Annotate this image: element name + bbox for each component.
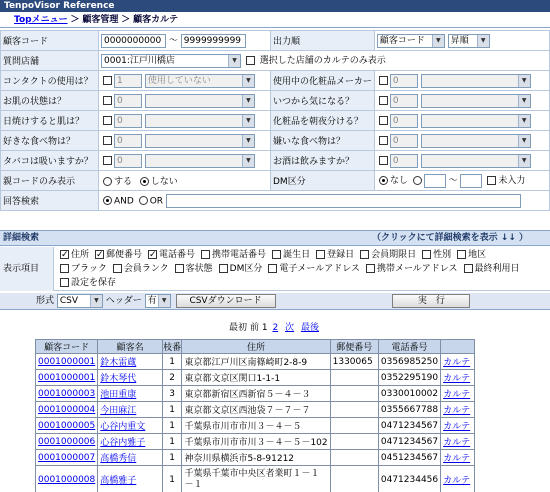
question-answer-select[interactable] (421, 94, 531, 108)
table-cell (441, 402, 475, 418)
table-cell (378, 354, 440, 370)
display-item[interactable] (217, 264, 263, 274)
display-item-checkbox[interactable] (60, 278, 69, 287)
display-item-checkbox[interactable] (316, 250, 325, 259)
table-cell (378, 370, 440, 386)
customer-name-link[interactable]: 今田麻江 (100, 406, 137, 416)
pager-page-current: 1 (261, 323, 268, 333)
table-cell (441, 386, 475, 402)
display-item-label: 電話番号 (159, 250, 196, 260)
header-select[interactable]: 有 ▼ (145, 294, 171, 308)
column-header: 顧客名 (98, 340, 163, 354)
phone-number: 0471234567 (380, 420, 439, 431)
question-answer-select[interactable] (145, 134, 255, 148)
phone-number: 0471234567 (380, 436, 439, 447)
display-items-label: 表示項目 (0, 247, 54, 291)
answer-or-label: OR (149, 196, 164, 206)
dm-unset-label: 未入力 (498, 176, 526, 187)
display-item-label: DM区分 (229, 264, 263, 274)
table-cell (330, 402, 378, 418)
csv-download-button[interactable]: CSVダウンロード (176, 294, 276, 308)
question-label: お酒は飲みますか？ (271, 151, 375, 171)
table-cell (98, 370, 163, 386)
display-item-checkbox[interactable] (201, 250, 210, 259)
address: 千葉県市川市市川３－４－５ (184, 422, 302, 432)
question-answer-select[interactable] (421, 134, 531, 148)
phone-number: 0451234567 (380, 452, 439, 463)
parent-code-yes-radio[interactable] (103, 177, 112, 186)
column-header: 郵便番号 (330, 340, 378, 354)
display-item-label: 住所 (71, 250, 90, 260)
display-item-label: 誕生日 (283, 250, 311, 260)
pagination (0, 320, 550, 333)
display-item-checkbox[interactable] (360, 250, 369, 259)
phone-number: 0356985250 (380, 356, 439, 367)
question-checkbox[interactable] (379, 136, 388, 145)
store-label: 質問店舗 (1, 51, 99, 71)
address: 東京都江戸川区南篠崎町2-8-9 (184, 358, 308, 368)
dm-unset-checkbox[interactable] (487, 176, 496, 185)
display-item-checkbox[interactable] (148, 250, 157, 259)
sort-label: 出力順 (271, 31, 375, 51)
display-item-label: 登録日 (327, 250, 355, 260)
branch-number: 1 (169, 404, 176, 415)
table-cell (36, 402, 98, 418)
display-item-checkbox[interactable] (272, 250, 281, 259)
display-item-checkbox[interactable] (95, 250, 104, 259)
table-cell (98, 418, 163, 434)
question-count-input[interactable]: 0 (114, 94, 142, 108)
display-item-label: 郵便番号 (106, 250, 143, 260)
display-item-checkbox[interactable] (60, 250, 69, 259)
customer-name-link[interactable]: 池田重康 (100, 390, 137, 400)
table-cell (441, 418, 475, 434)
table-cell (330, 466, 378, 492)
display-item[interactable] (58, 278, 116, 288)
address: 神奈川県横浜市5-8-91212 (184, 454, 295, 464)
display-item[interactable] (146, 250, 195, 260)
question-count-input[interactable]: 0 (390, 74, 418, 88)
display-item-checkbox[interactable] (366, 264, 375, 273)
range-tilde: ～ (168, 36, 178, 47)
customer-code-link[interactable]: 0001000001 (38, 356, 96, 367)
question-checkbox[interactable] (379, 116, 388, 125)
header-label: ヘッダー (105, 296, 142, 306)
display-item[interactable] (270, 250, 310, 260)
table-cell (378, 386, 440, 402)
customer-code-from-input[interactable]: 0000000000 (101, 34, 166, 48)
question-checkbox[interactable] (103, 156, 112, 165)
question-count-input[interactable]: 0 (390, 154, 418, 168)
table-cell (36, 466, 98, 492)
column-header (441, 340, 475, 354)
phone-number: 0352295190 (380, 372, 439, 383)
store-select[interactable]: 0001:江戸川橋店 ▼ (101, 54, 241, 68)
results-table (35, 339, 475, 492)
table-cell (162, 402, 182, 418)
question-count-input[interactable]: 0 (390, 134, 418, 148)
table-cell (98, 354, 163, 370)
question-answer-select[interactable] (421, 114, 531, 128)
display-item-checkbox[interactable] (113, 264, 122, 273)
question-answer-select[interactable] (145, 114, 255, 128)
column-header: 枝番 (162, 340, 182, 354)
table-row (36, 370, 475, 386)
table-cell (378, 466, 440, 492)
customer-name-link[interactable]: 心谷内雅子 (100, 438, 146, 448)
table-cell (162, 466, 182, 492)
display-items-section (0, 247, 550, 291)
customer-code-link[interactable]: 0001000008 (38, 474, 96, 485)
question-label: 日焼けすると肌は？ (1, 111, 99, 131)
breadcrumb-current: 顧客カルテ (133, 15, 179, 25)
table-cell (36, 386, 98, 402)
answer-search-label: 回答検索 (1, 191, 99, 211)
customer-name-link[interactable]: 心谷内重文 (100, 422, 146, 432)
question-checkbox[interactable] (103, 76, 112, 85)
branch-number: 1 (169, 420, 176, 431)
dm-range-radio[interactable] (413, 176, 422, 185)
question-count-input[interactable]: 0 (114, 154, 142, 168)
store-only-label: 選択した店舗のカルテのみ表示 (259, 56, 386, 67)
table-cell (182, 386, 330, 402)
display-item[interactable] (199, 250, 266, 260)
table-cell (182, 418, 330, 434)
karte-link[interactable]: カルテ (443, 476, 471, 486)
question-label: コンタクトの使用は？ (1, 71, 99, 91)
question-label: 化粧品を朝夜分ける？ (271, 111, 375, 131)
display-item[interactable] (58, 264, 107, 274)
table-cell (162, 418, 182, 434)
table-cell (36, 370, 98, 386)
display-item[interactable] (58, 250, 89, 260)
customer-code-link[interactable]: 0001000005 (38, 420, 96, 431)
display-item[interactable] (111, 264, 169, 274)
question-checkbox[interactable] (103, 136, 112, 145)
address: 東京都文京区西池袋７－７－７ (184, 406, 311, 416)
table-cell (98, 386, 163, 402)
run-button[interactable]: 実 行 (392, 294, 470, 308)
table-cell (182, 466, 330, 492)
table-cell (441, 370, 475, 386)
sort-order-select[interactable]: 昇順 ▼ (448, 34, 490, 48)
table-cell (182, 370, 330, 386)
display-item[interactable] (455, 250, 486, 260)
branch-number: 1 (169, 436, 176, 447)
display-item-checkbox[interactable] (219, 264, 228, 273)
karte-link[interactable]: カルテ (443, 374, 471, 384)
answer-and-label: AND (114, 196, 134, 206)
dm-tilde: ～ (448, 176, 458, 187)
display-item-label: 地区 (468, 250, 487, 260)
display-item-checkbox[interactable] (268, 264, 277, 273)
table-cell (330, 450, 378, 466)
parent-code-label: 親コードのみ表示 (1, 171, 99, 191)
display-item-label: 会員ランク (123, 264, 169, 274)
customer-code-link[interactable]: 0001000003 (38, 388, 96, 399)
dm-to-input[interactable] (460, 174, 482, 188)
table-cell (378, 450, 440, 466)
table-cell (182, 450, 330, 466)
display-item-label: ブラック (71, 264, 107, 274)
karte-link[interactable]: カルテ (443, 454, 471, 464)
table-cell (98, 402, 163, 418)
display-item-checkbox[interactable] (464, 264, 473, 273)
advanced-search-toggle[interactable]: （クリックにて詳細検索を表示 ↓↓ ） (372, 233, 528, 243)
table-cell (162, 354, 182, 370)
display-item[interactable] (420, 250, 451, 260)
answer-and-radio[interactable] (103, 196, 112, 205)
display-item[interactable] (364, 264, 458, 274)
question-label: タバコは吸いますか？ (1, 151, 99, 171)
table-cell (162, 386, 182, 402)
table-cell (330, 434, 378, 450)
display-items-row (58, 276, 120, 290)
answer-or-radio[interactable] (139, 196, 148, 205)
question-answer-select[interactable] (421, 74, 531, 88)
question-checkbox[interactable] (103, 96, 112, 105)
display-item-checkbox[interactable] (175, 264, 184, 273)
table-row (36, 386, 475, 402)
table-cell (441, 354, 475, 370)
pager-page-link[interactable]: 2 (272, 323, 279, 333)
address: 千葉県千葉市中央区者業町１－１－１ (184, 468, 320, 490)
branch-number: 3 (169, 388, 176, 399)
pager-prev: 前 (249, 323, 259, 333)
table-cell (330, 386, 378, 402)
display-item-checkbox[interactable] (422, 250, 431, 259)
app-title: TenpoVisor Reference (4, 1, 115, 11)
table-cell (162, 370, 182, 386)
customer-name-link[interactable]: 高橋雅子 (100, 476, 137, 486)
table-cell (98, 434, 163, 450)
karte-link[interactable]: カルテ (443, 390, 471, 400)
display-item-label: 携帯メールアドレス (376, 264, 458, 274)
phone-number: 0471234456 (380, 474, 439, 485)
question-count-input[interactable]: 0 (390, 114, 418, 128)
table-row (36, 450, 475, 466)
question-answer-select[interactable]: 使用していない ▼ (145, 74, 255, 88)
advanced-search-bar[interactable] (0, 230, 550, 246)
customer-code-label: 顧客コード (1, 31, 99, 51)
dm-from-input[interactable] (424, 174, 446, 188)
sort-field-select[interactable]: 顧客コード ▼ (377, 34, 445, 48)
breadcrumb-sep: ＞ (121, 15, 131, 25)
parent-code-no-label: しない (150, 177, 178, 187)
table-cell (441, 434, 475, 450)
question-label: 嫌いな食べ物は？ (271, 131, 375, 151)
customer-code-link[interactable]: 0001000007 (38, 452, 96, 463)
answer-search-input[interactable] (166, 194, 521, 208)
question-label: 使用中の化粧品メーカー (271, 71, 375, 91)
table-row (36, 354, 475, 370)
question-checkbox[interactable] (103, 116, 112, 125)
dm-none-label: なし (389, 176, 408, 187)
question-count-input[interactable]: 0 (114, 114, 142, 128)
store-only-checkbox[interactable] (246, 56, 255, 65)
parent-code-no-radio[interactable] (140, 177, 149, 186)
display-item-label: 設定を保存 (71, 278, 117, 288)
table-cell (330, 418, 378, 434)
table-cell (378, 434, 440, 450)
table-row (36, 434, 475, 450)
breadcrumb-home-link[interactable]: Topメニュー (14, 15, 68, 25)
question-checkbox[interactable] (379, 96, 388, 105)
branch-number: 2 (169, 372, 176, 383)
table-cell (441, 450, 475, 466)
display-item[interactable] (173, 264, 213, 274)
pager-last-link[interactable]: 最後 (300, 323, 319, 333)
question-label: 好きな食べ物は？ (1, 131, 99, 151)
table-cell (36, 418, 98, 434)
question-answer-select[interactable] (421, 154, 531, 168)
table-cell (36, 450, 98, 466)
dm-none-radio[interactable] (379, 176, 388, 185)
breadcrumb-sep: ＞ (70, 15, 80, 25)
display-item-label: 電子メールアドレス (279, 264, 360, 274)
display-item-label: 会員期限日 (371, 250, 417, 260)
display-item[interactable] (266, 264, 360, 274)
karte-link[interactable]: カルテ (443, 406, 471, 416)
table-row (36, 402, 475, 418)
customer-code-link[interactable]: 0001000001 (38, 372, 96, 383)
table-cell (162, 434, 182, 450)
table-cell (378, 402, 440, 418)
pager-first: 最初 (229, 323, 248, 333)
display-item-checkbox[interactable] (457, 250, 466, 259)
table-cell (330, 370, 378, 386)
table-cell (441, 466, 475, 492)
column-header: 電話番号 (378, 340, 440, 354)
table-cell (98, 450, 163, 466)
address: 東京都新宿区西新宿５－４－３ (184, 390, 311, 400)
table-cell (162, 450, 182, 466)
column-header: 住所 (182, 340, 330, 354)
question-answer-select[interactable] (145, 154, 255, 168)
advanced-search-title: 詳細検索 (3, 233, 40, 243)
display-items-row (58, 262, 524, 276)
address: 千葉県市川市市川３－４－５－102 (184, 438, 328, 448)
column-header: 顧客コード (36, 340, 98, 354)
question-checkbox[interactable] (379, 76, 388, 85)
table-cell (378, 418, 440, 434)
phone-number: 0355667788 (380, 404, 439, 415)
display-item-label: 性別 (433, 250, 452, 260)
address: 東京都文京区関口1-1-1 (184, 374, 281, 384)
display-items-row (58, 248, 490, 262)
table-cell (182, 354, 330, 370)
display-item-label: 最終利用日 (474, 264, 520, 274)
question-answer-select[interactable] (145, 94, 255, 108)
display-item[interactable] (93, 250, 142, 260)
question-label: お肌の状態は？ (1, 91, 99, 111)
question-count-input[interactable]: 1 (114, 74, 142, 88)
customer-name-link[interactable]: 鈴木雷蔵 (100, 358, 137, 368)
table-cell (36, 354, 98, 370)
branch-number: 1 (169, 356, 176, 367)
table-cell (36, 434, 98, 450)
table-row (36, 418, 475, 434)
karte-link[interactable]: カルテ (443, 358, 471, 368)
karte-link[interactable]: カルテ (443, 422, 471, 432)
table-cell (182, 402, 330, 418)
format-select[interactable]: CSV ▼ (57, 294, 103, 308)
karte-link[interactable]: カルテ (443, 438, 471, 448)
display-item[interactable] (358, 250, 416, 260)
display-item-checkbox[interactable] (60, 264, 69, 273)
search-form (0, 30, 550, 211)
question-count-input[interactable]: 0 (114, 134, 142, 148)
customer-code-link[interactable]: 0001000006 (38, 436, 96, 447)
breadcrumb (0, 12, 550, 28)
breadcrumb-mid: 顧客管理 (82, 15, 119, 25)
question-checkbox[interactable] (379, 156, 388, 165)
display-item-label: 携帯電話番号 (212, 250, 267, 260)
phone-number: 0330010002 (380, 388, 439, 399)
dm-label: DM区分 (271, 171, 375, 191)
format-label: 形式 (35, 296, 54, 306)
app-title-bar (0, 0, 550, 12)
table-cell (182, 434, 330, 450)
question-count-input[interactable]: 0 (390, 94, 418, 108)
customer-name-link[interactable]: 高橋秀信 (100, 454, 137, 464)
customer-name-link[interactable]: 鈴木琴代 (100, 374, 137, 384)
customer-code-to-input[interactable]: 9999999999 (181, 34, 246, 48)
display-item-label: 客状態 (185, 264, 213, 274)
display-item[interactable] (314, 250, 354, 260)
pager-next-link[interactable]: 次 (285, 323, 295, 333)
display-item[interactable] (462, 264, 520, 274)
export-options-bar (0, 293, 550, 310)
table-cell (98, 466, 163, 492)
parent-code-yes-label: する (114, 177, 133, 187)
table-cell (330, 354, 378, 370)
postal-code: 1330065 (332, 356, 373, 367)
branch-number: 1 (169, 474, 176, 485)
table-row (36, 466, 475, 492)
question-label: いつから気になる？ (271, 91, 375, 111)
customer-code-link[interactable]: 0001000004 (38, 404, 96, 415)
branch-number: 1 (169, 452, 176, 463)
